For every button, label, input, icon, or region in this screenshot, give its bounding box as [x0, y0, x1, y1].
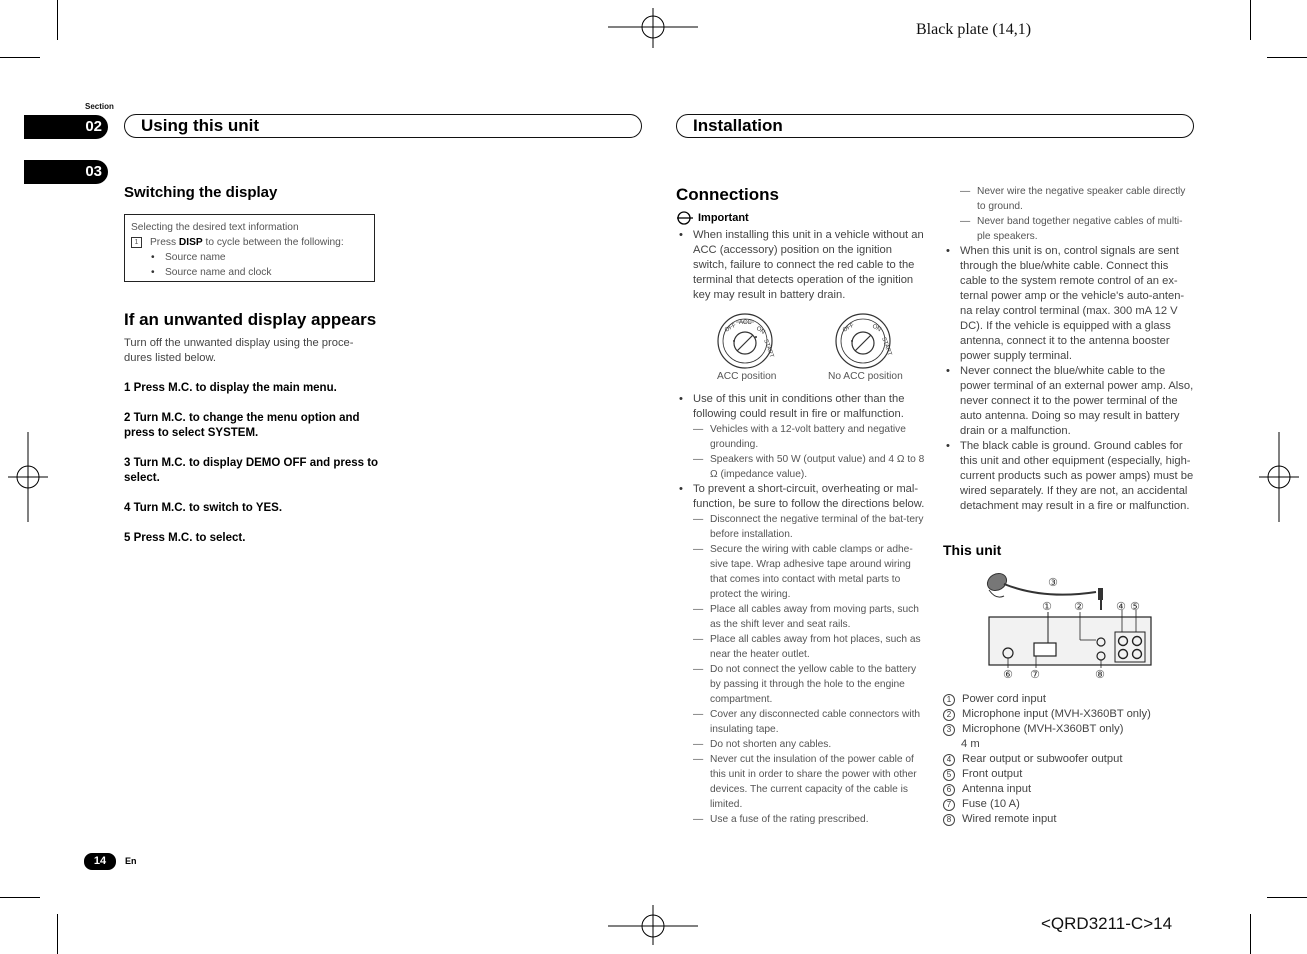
registration-mark: [608, 905, 698, 945]
list-item: • Never connect the blue/white cable to the power terminal of an external power amp. Also, never connect it to the power terminal of the auto antenna. Doing so may result in battery drain or a malfunction.: [943, 364, 1195, 439]
info-box: [124, 214, 375, 282]
step-5: 5 Press M.C. to select.: [124, 532, 246, 544]
step-number: 1: [131, 237, 142, 248]
list-item: — Never wire the negative speaker cable directly to ground.: [960, 184, 1195, 214]
connections-bullets-2-3: [676, 392, 928, 827]
list-item: • Source name and clock: [148, 265, 368, 280]
legend-text: Power cord input: [962, 693, 1046, 705]
crop-mark: [57, 914, 58, 954]
legend-row: [943, 707, 1195, 722]
legend-row: [943, 722, 1195, 737]
callout-8: ⑧: [1095, 668, 1105, 681]
important-note: [676, 211, 749, 225]
list-item: — Vehicles with a 12-volt battery and negative grounding.: [693, 422, 928, 452]
legend-number: 4: [943, 754, 955, 766]
step-4: 4 Turn M.C. to switch to YES.: [124, 502, 283, 514]
bullet-list: [943, 244, 1195, 514]
important-label: Important: [698, 212, 749, 224]
crop-mark: [1267, 897, 1307, 898]
disp-key: DISP: [178, 237, 203, 248]
list-item: — Never cut the insulation of the power cable of this unit in order to share the power with other devices. The current capacity of the cable is limited.: [693, 752, 928, 812]
connections-bullet-1: [676, 228, 928, 303]
legend-row: [943, 737, 1195, 752]
legend-row: [943, 797, 1195, 812]
dash-list: [960, 184, 1195, 244]
legend-row: [943, 812, 1195, 827]
step-3: 3 Turn M.C. to display DEMO OFF and press to select.: [124, 457, 379, 484]
important-icon: [676, 211, 694, 225]
legend-number: 6: [943, 784, 955, 796]
list-item: — Place all cables away from moving parts, such as the shift lever and seat rails.: [693, 602, 928, 632]
callout-3: ③: [1048, 576, 1058, 589]
no-acc-ignition-icon: [834, 312, 896, 370]
bullet-list: [676, 392, 928, 827]
legend-text: Microphone (MVH-X360BT only): [962, 723, 1124, 735]
header-installation: Installation: [676, 114, 1194, 138]
legend-row: [943, 767, 1195, 782]
header-using-this-unit: Using this unit: [124, 114, 642, 138]
list-item: — Secure the wiring with cable clamps or adhe-sive tape. Wrap adhesive tape around wiring that comes into contact with metal parts to protect the wiring.: [693, 542, 928, 602]
box-step: [131, 235, 368, 250]
unwanted-intro: Turn off the unwanted display using the proce-dures listed below.: [124, 337, 354, 364]
dash-list: [693, 422, 928, 482]
legend-text: Wired remote input: [962, 813, 1057, 825]
svg-text:ON: ON: [871, 323, 882, 334]
registration-mark: [608, 8, 698, 48]
plate-label: Black plate (14,1): [916, 21, 1032, 38]
list-item: — Disconnect the negative terminal of the bat-tery before installation.: [693, 512, 928, 542]
list-item: — Use a fuse of the rating prescribed.: [693, 812, 928, 827]
unit-rear-diagram: [984, 570, 1156, 682]
step-1: 1 Press M.C. to display the main menu.: [124, 382, 337, 394]
box-title: Selecting the desired text information: [131, 222, 299, 233]
list-item: [676, 482, 928, 827]
list-item: — Speakers with 50 W (output value) and 4 Ω to 8 Ω (impedance value).: [693, 452, 928, 482]
list-item: • The black cable is ground. Ground cables for this unit and other equipment (especially, high-current products such as power amps) must be wired separately. If they are not, an accidental detachment may result in a fire or malfunction.: [943, 439, 1195, 514]
legend-number: 5: [943, 769, 955, 781]
page-number: 14: [84, 853, 116, 870]
legend-text: Fuse (10 A): [962, 798, 1020, 810]
callout-4: ④: [1116, 600, 1126, 613]
callout-6: ⑥: [1003, 668, 1013, 681]
display-options: [148, 250, 368, 280]
list-item: — Do not connect the yellow cable to the battery by passing it through the hole to the engine compartment.: [693, 662, 928, 707]
list-item: [676, 392, 928, 482]
legend-text: Microphone input (MVH-X360BT only): [962, 708, 1151, 720]
crop-mark: [1267, 57, 1307, 58]
legend-text: 4 m: [961, 738, 980, 750]
switching-title: Switching the display: [124, 184, 278, 201]
language-label: En: [125, 856, 137, 866]
svg-text:ACC: ACC: [739, 320, 752, 326]
doc-code: <QRD3211-C>14: [1041, 914, 1173, 933]
svg-text:OFF: OFF: [842, 322, 856, 334]
section-tab-02[interactable]: 02: [24, 115, 108, 139]
svg-text:ON: ON: [754, 325, 766, 336]
crop-mark: [57, 0, 58, 40]
list-item: • When installing this unit in a vehicle without an ACC (accessory) position on the ignition switch, failure to connect the red cable to the terminal that detects operation of the ignition key may result in battery drain.: [676, 228, 928, 303]
legend-number: 2: [943, 709, 955, 721]
crop-mark: [1250, 914, 1251, 954]
list-item: — Place all cables away from hot places, such as near the heater outlet.: [693, 632, 928, 662]
list-item: — Never band together negative cables of multi-ple speakers.: [960, 214, 1195, 244]
svg-text:OFF: OFF: [724, 322, 738, 334]
acc-position-label: ACC position: [717, 371, 777, 382]
legend-row: [943, 782, 1195, 797]
bullet-text: Use of this unit in conditions other than the following could result in fire or malfunction.: [693, 393, 905, 420]
legend-text: Front output: [962, 768, 1023, 780]
connections-title: Connections: [676, 185, 779, 204]
step-2: 2 Turn M.C. to change the menu option and press to select SYSTEM.: [124, 412, 360, 439]
bullet-text: To prevent a short-circuit, overheating or mal-function, be sure to follow the directions below.: [693, 483, 925, 510]
legend-row: [943, 752, 1195, 767]
registration-mark: [1259, 432, 1299, 522]
section-tab-03[interactable]: 03: [24, 160, 108, 184]
list-item: — Cover any disconnected cable connectors with insulating tape.: [693, 707, 928, 737]
crop-mark: [0, 57, 40, 58]
callout-7: ⑦: [1030, 668, 1040, 681]
section-label: Section: [85, 102, 114, 111]
legend-number: 3: [943, 724, 955, 736]
unwanted-title: If an unwanted display appears: [124, 310, 377, 329]
legend-number: 7: [943, 799, 955, 811]
diagram-legend: [943, 692, 1195, 827]
legend-text: Antenna input: [962, 783, 1032, 795]
right-column-text: [943, 184, 1195, 514]
legend-number: 8: [943, 814, 955, 826]
dash-list: [693, 512, 928, 827]
press-text: Press: [150, 237, 179, 248]
list-item: • When this unit is on, control signals are sent through the blue/white cable. Connect this cable to the system remote control of an ex-ternal power amp or the vehicle's auto-anten-na relay control terminal (max. 300 mA 12 V DC). If the vehicle is equipped with a glass antenna, connect it to the antenna booster power supply terminal.: [943, 244, 1195, 364]
acc-ignition-icon: [714, 312, 776, 370]
legend-text: Rear output or subwoofer output: [962, 753, 1123, 765]
list-item: — Do not shorten any cables.: [693, 737, 928, 752]
svg-text:START: START: [762, 338, 775, 359]
this-unit-title: This unit: [943, 542, 1002, 558]
no-acc-position-label: No ACC position: [828, 371, 903, 382]
crop-mark: [0, 897, 40, 898]
callout-2: ②: [1074, 600, 1084, 613]
list-item: • Source name: [148, 250, 368, 265]
legend-number: 1: [943, 694, 955, 706]
press-text-after: to cycle between the following:: [202, 237, 344, 248]
callout-5: ⑤: [1130, 600, 1140, 613]
legend-row: [943, 692, 1195, 707]
registration-mark: [8, 432, 48, 522]
callout-1: ①: [1042, 600, 1052, 613]
svg-text:START: START: [880, 336, 893, 357]
crop-mark: [1250, 0, 1251, 40]
